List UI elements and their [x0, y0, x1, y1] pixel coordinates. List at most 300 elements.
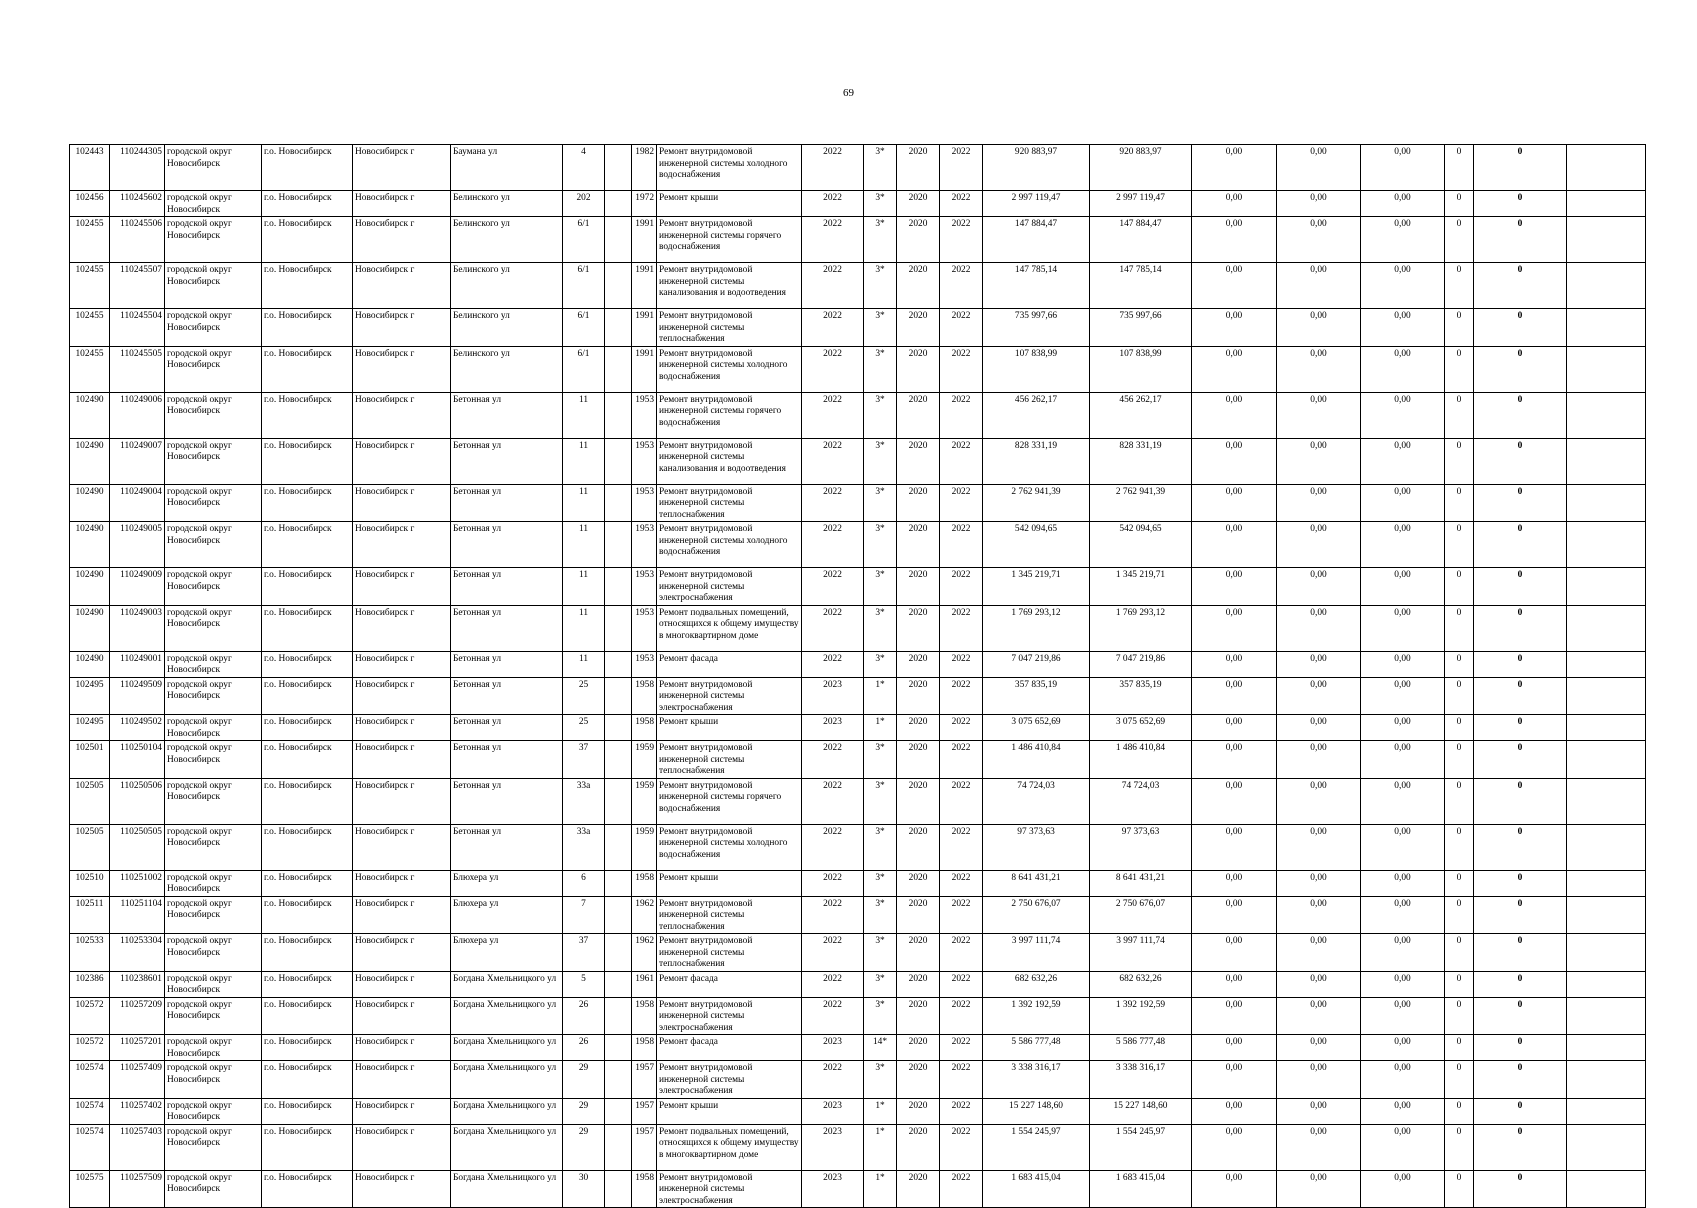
total-cell: 15 227 148,60 — [1090, 1098, 1192, 1124]
total-cell: 1 769 293,12 — [1090, 605, 1192, 651]
house-number-cell: 7 — [563, 896, 605, 934]
house-number-cell: 25 — [563, 715, 605, 741]
value-2-cell: 0,00 — [1277, 677, 1361, 715]
empty-cell — [605, 971, 632, 997]
empty-cell — [605, 778, 632, 824]
table-row — [70, 1124, 1646, 1170]
empty-cell — [605, 217, 632, 263]
value-3-cell: 0,00 — [1361, 997, 1445, 1035]
period-to-cell: 2022 — [940, 392, 983, 438]
work-type-cell: Ремонт внутридомовой инженерной системы теплоснабжения — [657, 741, 802, 779]
total-cell: 1 486 410,84 — [1090, 741, 1192, 779]
period-from-cell: 2020 — [897, 392, 940, 438]
empty-cell — [605, 191, 632, 217]
plan-year-cell: 2022 — [802, 741, 864, 779]
work-code-cell: 110238601 — [110, 971, 165, 997]
plan-year-cell: 2023 — [802, 1035, 864, 1061]
work-type-cell: Ремонт внутридомовой инженерной системы горячего водоснабжения — [657, 217, 802, 263]
year-built-cell: 1953 — [632, 605, 657, 651]
mark-cell: 3* — [864, 263, 897, 309]
count-2-cell: 0 — [1474, 522, 1567, 568]
count-1-cell: 0 — [1445, 715, 1474, 741]
mark-cell: 3* — [864, 778, 897, 824]
value-2-cell: 0,00 — [1277, 309, 1361, 347]
cost-cell: 2 750 676,07 — [983, 896, 1090, 934]
house-number-cell: 26 — [563, 997, 605, 1035]
work-code-cell: 110249001 — [110, 651, 165, 677]
house-id-cell: 102490 — [70, 484, 110, 522]
street-cell: Белинского ул — [451, 346, 563, 392]
house-id-cell: 102495 — [70, 715, 110, 741]
empty-cell — [605, 346, 632, 392]
cost-cell: 74 724,03 — [983, 778, 1090, 824]
work-type-cell: Ремонт внутридомовой инженерной системы холодного водоснабжения — [657, 522, 802, 568]
period-to-cell: 2022 — [940, 346, 983, 392]
value-3-cell: 0,00 — [1361, 309, 1445, 347]
work-type-cell: Ремонт внутридомовой инженерной системы электроснабжения — [657, 677, 802, 715]
mark-cell: 3* — [864, 217, 897, 263]
street-cell: Белинского ул — [451, 217, 563, 263]
period-from-cell: 2020 — [897, 1098, 940, 1124]
year-built-cell: 1953 — [632, 651, 657, 677]
year-built-cell: 1953 — [632, 522, 657, 568]
street-cell: Блюхера ул — [451, 934, 563, 972]
empty-cell — [1567, 522, 1646, 568]
street-cell: Богдана Хмельницкого ул — [451, 1098, 563, 1124]
table-row — [70, 1061, 1646, 1099]
city-cell: Новосибирск г — [353, 484, 451, 522]
work-code-cell: 110249004 — [110, 484, 165, 522]
count-2-cell: 0 — [1474, 392, 1567, 438]
period-from-cell: 2020 — [897, 1170, 940, 1208]
mark-cell: 3* — [864, 392, 897, 438]
municipality-cell: городской округ Новосибирск — [165, 715, 262, 741]
cost-cell: 3 075 652,69 — [983, 715, 1090, 741]
municipality-cell: городской округ Новосибирск — [165, 263, 262, 309]
empty-cell — [1567, 1035, 1646, 1061]
value-1-cell: 0,00 — [1192, 263, 1277, 309]
empty-cell — [1567, 715, 1646, 741]
municipality-cell: городской округ Новосибирск — [165, 217, 262, 263]
empty-cell — [605, 997, 632, 1035]
cost-cell: 542 094,65 — [983, 522, 1090, 568]
work-code-cell: 110249007 — [110, 438, 165, 484]
count-2-cell: 0 — [1474, 145, 1567, 191]
year-built-cell: 1958 — [632, 1170, 657, 1208]
city-cell: Новосибирск г — [353, 217, 451, 263]
value-2-cell: 0,00 — [1277, 346, 1361, 392]
house-number-cell: 202 — [563, 191, 605, 217]
work-type-cell: Ремонт крыши — [657, 1098, 802, 1124]
house-number-cell: 6/1 — [563, 346, 605, 392]
value-2-cell: 0,00 — [1277, 651, 1361, 677]
work-type-cell: Ремонт подвальных помещений, относящихся к общему имуществу в многоквартирном доме — [657, 605, 802, 651]
total-cell: 1 392 192,59 — [1090, 997, 1192, 1035]
period-to-cell: 2022 — [940, 217, 983, 263]
city-cell: Новосибирск г — [353, 1098, 451, 1124]
house-id-cell: 102443 — [70, 145, 110, 191]
table-row — [70, 191, 1646, 217]
empty-cell — [605, 522, 632, 568]
street-cell: Богдана Хмельницкого ул — [451, 1124, 563, 1170]
mark-cell: 1* — [864, 677, 897, 715]
mark-cell: 3* — [864, 997, 897, 1035]
count-1-cell: 0 — [1445, 651, 1474, 677]
count-2-cell: 0 — [1474, 484, 1567, 522]
table-row — [70, 309, 1646, 347]
period-from-cell: 2020 — [897, 1035, 940, 1061]
empty-cell — [605, 870, 632, 896]
street-cell: Бетонная ул — [451, 438, 563, 484]
house-number-cell: 5 — [563, 971, 605, 997]
period-from-cell: 2020 — [897, 191, 940, 217]
district-cell: г.о. Новосибирск — [262, 346, 353, 392]
empty-cell — [605, 896, 632, 934]
empty-cell — [605, 824, 632, 870]
municipality-cell: городской округ Новосибирск — [165, 896, 262, 934]
value-3-cell: 0,00 — [1361, 605, 1445, 651]
work-type-cell: Ремонт внутридомовой инженерной системы холодного водоснабжения — [657, 145, 802, 191]
total-cell: 8 641 431,21 — [1090, 870, 1192, 896]
cost-cell: 1 345 219,71 — [983, 568, 1090, 606]
house-number-cell: 33а — [563, 778, 605, 824]
value-3-cell: 0,00 — [1361, 263, 1445, 309]
total-cell: 5 586 777,48 — [1090, 1035, 1192, 1061]
year-built-cell: 1991 — [632, 346, 657, 392]
municipality-cell: городской округ Новосибирск — [165, 677, 262, 715]
plan-year-cell: 2022 — [802, 568, 864, 606]
city-cell: Новосибирск г — [353, 309, 451, 347]
house-id-cell: 102574 — [70, 1098, 110, 1124]
work-code-cell: 110245602 — [110, 191, 165, 217]
capital-repair-table — [69, 144, 1646, 1208]
count-1-cell: 0 — [1445, 309, 1474, 347]
district-cell: г.о. Новосибирск — [262, 1061, 353, 1099]
total-cell: 107 838,99 — [1090, 346, 1192, 392]
period-from-cell: 2020 — [897, 677, 940, 715]
value-2-cell: 0,00 — [1277, 1170, 1361, 1208]
value-1-cell: 0,00 — [1192, 522, 1277, 568]
count-2-cell: 0 — [1474, 1098, 1567, 1124]
empty-cell — [1567, 191, 1646, 217]
total-cell: 1 554 245,97 — [1090, 1124, 1192, 1170]
house-number-cell: 26 — [563, 1035, 605, 1061]
city-cell: Новосибирск г — [353, 1061, 451, 1099]
count-1-cell: 0 — [1445, 484, 1474, 522]
period-to-cell: 2022 — [940, 1098, 983, 1124]
value-1-cell: 0,00 — [1192, 677, 1277, 715]
year-built-cell: 1962 — [632, 896, 657, 934]
house-number-cell: 29 — [563, 1061, 605, 1099]
total-cell: 2 750 676,07 — [1090, 896, 1192, 934]
municipality-cell: городской округ Новосибирск — [165, 997, 262, 1035]
plan-year-cell: 2022 — [802, 438, 864, 484]
value-1-cell: 0,00 — [1192, 824, 1277, 870]
work-code-cell: 110251002 — [110, 870, 165, 896]
period-to-cell: 2022 — [940, 1061, 983, 1099]
municipality-cell: городской округ Новосибирск — [165, 1035, 262, 1061]
cost-cell: 8 641 431,21 — [983, 870, 1090, 896]
street-cell: Бетонная ул — [451, 568, 563, 606]
work-type-cell: Ремонт внутридомовой инженерной системы электроснабжения — [657, 1170, 802, 1208]
period-to-cell: 2022 — [940, 870, 983, 896]
district-cell: г.о. Новосибирск — [262, 392, 353, 438]
period-from-cell: 2020 — [897, 997, 940, 1035]
count-1-cell: 0 — [1445, 217, 1474, 263]
empty-cell — [605, 741, 632, 779]
mark-cell: 3* — [864, 145, 897, 191]
table-row — [70, 997, 1646, 1035]
work-type-cell: Ремонт внутридомовой инженерной системы канализования и водоотведения — [657, 438, 802, 484]
cost-cell: 456 262,17 — [983, 392, 1090, 438]
period-to-cell: 2022 — [940, 651, 983, 677]
plan-year-cell: 2022 — [802, 651, 864, 677]
municipality-cell: городской округ Новосибирск — [165, 1170, 262, 1208]
value-3-cell: 0,00 — [1361, 1035, 1445, 1061]
period-to-cell: 2022 — [940, 191, 983, 217]
district-cell: г.о. Новосибирск — [262, 778, 353, 824]
mark-cell: 3* — [864, 309, 897, 347]
value-1-cell: 0,00 — [1192, 484, 1277, 522]
work-code-cell: 110251104 — [110, 896, 165, 934]
plan-year-cell: 2023 — [802, 1124, 864, 1170]
empty-cell — [1567, 778, 1646, 824]
empty-cell — [1567, 896, 1646, 934]
total-cell: 542 094,65 — [1090, 522, 1192, 568]
total-cell: 7 047 219,86 — [1090, 651, 1192, 677]
empty-cell — [605, 934, 632, 972]
empty-cell — [1567, 651, 1646, 677]
city-cell: Новосибирск г — [353, 1170, 451, 1208]
period-from-cell: 2020 — [897, 568, 940, 606]
period-from-cell: 2020 — [897, 438, 940, 484]
municipality-cell: городской округ Новосибирск — [165, 309, 262, 347]
mark-cell: 3* — [864, 522, 897, 568]
cost-cell: 147 785,14 — [983, 263, 1090, 309]
district-cell: г.о. Новосибирск — [262, 263, 353, 309]
total-cell: 1 345 219,71 — [1090, 568, 1192, 606]
plan-year-cell: 2022 — [802, 778, 864, 824]
value-3-cell: 0,00 — [1361, 145, 1445, 191]
cost-cell: 3 997 111,74 — [983, 934, 1090, 972]
value-3-cell: 0,00 — [1361, 677, 1445, 715]
cost-cell: 2 997 119,47 — [983, 191, 1090, 217]
year-built-cell: 1958 — [632, 870, 657, 896]
year-built-cell: 1959 — [632, 741, 657, 779]
plan-year-cell: 2022 — [802, 605, 864, 651]
empty-cell — [605, 484, 632, 522]
count-2-cell: 0 — [1474, 741, 1567, 779]
work-type-cell: Ремонт подвальных помещений, относящихся к общему имуществу в многоквартирном доме — [657, 1124, 802, 1170]
period-from-cell: 2020 — [897, 145, 940, 191]
house-number-cell: 37 — [563, 741, 605, 779]
mark-cell: 3* — [864, 870, 897, 896]
period-from-cell: 2020 — [897, 1124, 940, 1170]
plan-year-cell: 2023 — [802, 1098, 864, 1124]
value-1-cell: 0,00 — [1192, 896, 1277, 934]
street-cell: Бетонная ул — [451, 605, 563, 651]
period-from-cell: 2020 — [897, 346, 940, 392]
count-2-cell: 0 — [1474, 1035, 1567, 1061]
count-1-cell: 0 — [1445, 934, 1474, 972]
work-type-cell: Ремонт внутридомовой инженерной системы электроснабжения — [657, 997, 802, 1035]
mark-cell: 3* — [864, 1061, 897, 1099]
city-cell: Новосибирск г — [353, 651, 451, 677]
table-row — [70, 263, 1646, 309]
cost-cell: 147 884,47 — [983, 217, 1090, 263]
mark-cell: 3* — [864, 934, 897, 972]
work-code-cell: 110250506 — [110, 778, 165, 824]
empty-cell — [605, 309, 632, 347]
house-id-cell: 102511 — [70, 896, 110, 934]
year-built-cell: 1962 — [632, 934, 657, 972]
count-1-cell: 0 — [1445, 346, 1474, 392]
street-cell: Блюхера ул — [451, 870, 563, 896]
work-code-cell: 110245505 — [110, 346, 165, 392]
total-cell: 456 262,17 — [1090, 392, 1192, 438]
period-from-cell: 2020 — [897, 715, 940, 741]
city-cell: Новосибирск г — [353, 934, 451, 972]
house-id-cell: 102505 — [70, 824, 110, 870]
table-row — [70, 741, 1646, 779]
plan-year-cell: 2022 — [802, 522, 864, 568]
count-2-cell: 0 — [1474, 934, 1567, 972]
house-id-cell: 102455 — [70, 217, 110, 263]
table-row — [70, 778, 1646, 824]
period-from-cell: 2020 — [897, 778, 940, 824]
district-cell: г.о. Новосибирск — [262, 605, 353, 651]
house-id-cell: 102455 — [70, 346, 110, 392]
work-code-cell: 110245507 — [110, 263, 165, 309]
value-1-cell: 0,00 — [1192, 741, 1277, 779]
cost-cell: 920 883,97 — [983, 145, 1090, 191]
count-1-cell: 0 — [1445, 568, 1474, 606]
house-id-cell: 102501 — [70, 741, 110, 779]
cost-cell: 7 047 219,86 — [983, 651, 1090, 677]
work-type-cell: Ремонт внутридомовой инженерной системы электроснабжения — [657, 1061, 802, 1099]
street-cell: Бетонная ул — [451, 677, 563, 715]
house-number-cell: 11 — [563, 438, 605, 484]
municipality-cell: городской округ Новосибирск — [165, 778, 262, 824]
house-number-cell: 33а — [563, 824, 605, 870]
period-from-cell: 2020 — [897, 824, 940, 870]
district-cell: г.о. Новосибирск — [262, 870, 353, 896]
plan-year-cell: 2022 — [802, 309, 864, 347]
count-1-cell: 0 — [1445, 896, 1474, 934]
municipality-cell: городской округ Новосибирск — [165, 605, 262, 651]
count-2-cell: 0 — [1474, 778, 1567, 824]
mark-cell: 3* — [864, 191, 897, 217]
empty-cell — [1567, 1124, 1646, 1170]
house-number-cell: 11 — [563, 605, 605, 651]
year-built-cell: 1991 — [632, 309, 657, 347]
city-cell: Новосибирск г — [353, 145, 451, 191]
house-id-cell: 102574 — [70, 1124, 110, 1170]
value-2-cell: 0,00 — [1277, 1124, 1361, 1170]
district-cell: г.о. Новосибирск — [262, 677, 353, 715]
value-1-cell: 0,00 — [1192, 870, 1277, 896]
count-2-cell: 0 — [1474, 651, 1567, 677]
empty-cell — [1567, 145, 1646, 191]
house-id-cell: 102572 — [70, 997, 110, 1035]
value-1-cell: 0,00 — [1192, 1098, 1277, 1124]
value-1-cell: 0,00 — [1192, 1035, 1277, 1061]
count-1-cell: 0 — [1445, 1098, 1474, 1124]
work-type-cell: Ремонт внутридомовой инженерной системы канализования и водоотведения — [657, 263, 802, 309]
value-2-cell: 0,00 — [1277, 568, 1361, 606]
house-id-cell: 102456 — [70, 191, 110, 217]
year-built-cell: 1958 — [632, 677, 657, 715]
empty-cell — [1567, 217, 1646, 263]
work-code-cell: 110245506 — [110, 217, 165, 263]
mark-cell: 3* — [864, 651, 897, 677]
mark-cell: 3* — [864, 605, 897, 651]
count-2-cell: 0 — [1474, 568, 1567, 606]
empty-cell — [1567, 971, 1646, 997]
count-2-cell: 0 — [1474, 677, 1567, 715]
count-2-cell: 0 — [1474, 605, 1567, 651]
plan-year-cell: 2022 — [802, 997, 864, 1035]
count-2-cell: 0 — [1474, 1170, 1567, 1208]
period-to-cell: 2022 — [940, 1035, 983, 1061]
city-cell: Новосибирск г — [353, 191, 451, 217]
municipality-cell: городской округ Новосибирск — [165, 934, 262, 972]
house-id-cell: 102495 — [70, 677, 110, 715]
total-cell: 920 883,97 — [1090, 145, 1192, 191]
value-2-cell: 0,00 — [1277, 824, 1361, 870]
value-3-cell: 0,00 — [1361, 741, 1445, 779]
year-built-cell: 1982 — [632, 145, 657, 191]
municipality-cell: городской округ Новосибирск — [165, 346, 262, 392]
plan-year-cell: 2022 — [802, 1061, 864, 1099]
period-to-cell: 2022 — [940, 934, 983, 972]
work-type-cell: Ремонт внутридомовой инженерной системы теплоснабжения — [657, 309, 802, 347]
cost-cell: 15 227 148,60 — [983, 1098, 1090, 1124]
table-row — [70, 824, 1646, 870]
value-2-cell: 0,00 — [1277, 191, 1361, 217]
street-cell: Блюхера ул — [451, 896, 563, 934]
value-2-cell: 0,00 — [1277, 741, 1361, 779]
period-to-cell: 2022 — [940, 484, 983, 522]
value-2-cell: 0,00 — [1277, 997, 1361, 1035]
period-to-cell: 2022 — [940, 568, 983, 606]
mark-cell: 3* — [864, 824, 897, 870]
municipality-cell: городской округ Новосибирск — [165, 484, 262, 522]
empty-cell — [1567, 309, 1646, 347]
city-cell: Новосибирск г — [353, 263, 451, 309]
empty-cell — [605, 715, 632, 741]
empty-cell — [1567, 741, 1646, 779]
municipality-cell: городской округ Новосибирск — [165, 1124, 262, 1170]
value-2-cell: 0,00 — [1277, 896, 1361, 934]
plan-year-cell: 2022 — [802, 145, 864, 191]
period-to-cell: 2022 — [940, 522, 983, 568]
empty-cell — [605, 1124, 632, 1170]
value-2-cell: 0,00 — [1277, 1061, 1361, 1099]
period-to-cell: 2022 — [940, 145, 983, 191]
count-1-cell: 0 — [1445, 438, 1474, 484]
work-code-cell: 110249502 — [110, 715, 165, 741]
municipality-cell: городской округ Новосибирск — [165, 522, 262, 568]
municipality-cell: городской округ Новосибирск — [165, 870, 262, 896]
district-cell: г.о. Новосибирск — [262, 1098, 353, 1124]
count-2-cell: 0 — [1474, 896, 1567, 934]
total-cell: 3 075 652,69 — [1090, 715, 1192, 741]
street-cell: Богдана Хмельницкого ул — [451, 1035, 563, 1061]
empty-cell — [605, 438, 632, 484]
house-number-cell: 11 — [563, 522, 605, 568]
district-cell: г.о. Новосибирск — [262, 1124, 353, 1170]
